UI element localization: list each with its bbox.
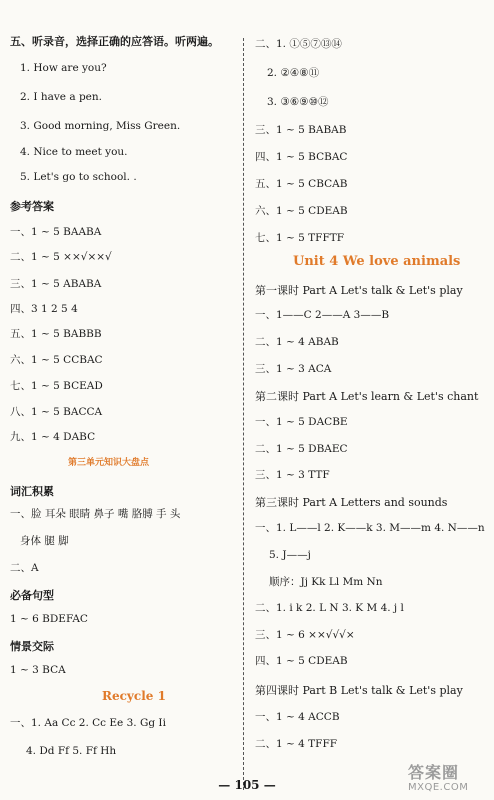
left-line-24: 1 ~ 3 BCA (10, 664, 66, 676)
right-line-4: 四、1 ~ 5 BCBAC (255, 151, 348, 163)
left-line-6: 参考答案 (10, 200, 54, 213)
right-line-25: 一、1 ~ 4 ACCB (255, 711, 340, 723)
right-line-19: 5. J——j (269, 549, 311, 561)
right-line-24: 第四课时 Part B Let's talk & Let's play (255, 684, 463, 697)
right-line-15: 二、1 ~ 5 DBAEC (255, 443, 348, 455)
right-line-26: 二、1 ~ 4 TFFF (255, 738, 338, 750)
left-line-2: 2. I have a pen. (20, 91, 102, 103)
left-line-22: 1 ~ 6 BDEFAC (10, 613, 88, 625)
right-line-5: 五、1 ~ 5 CBCAB (255, 178, 348, 190)
right-line-20: 顺序：Jj Kk Ll Mm Nn (269, 576, 383, 588)
right-line-17: 第三课时 Part A Letters and sounds (255, 496, 448, 509)
watermark-logo: 答案圈 (408, 763, 460, 782)
left-line-12: 六、1 ~ 5 CCBAC (10, 354, 103, 366)
page-number: — 105 — (218, 778, 276, 792)
right-line-16: 三、1 ~ 3 TTF (255, 469, 330, 481)
left-line-14: 八、1 ~ 5 BACCA (10, 406, 103, 418)
right-line-21: 二、1. i k 2. L N 3. K M 4. j l (255, 602, 404, 614)
left-line-21: 必备句型 (10, 589, 54, 602)
watermark-url: MXQE.COM (408, 782, 469, 793)
right-line-12: 三、1 ~ 3 ACA (255, 363, 332, 375)
left-line-8: 二、1 ~ 5 ××√××√ (10, 251, 112, 263)
left-line-18: 一、脸 耳朵 眼睛 鼻子 嘴 胳膊 手 头 (10, 508, 181, 520)
right-line-8: Unit 4 We love animals (293, 254, 461, 269)
right-line-18: 一、1. L——l 2. K——k 3. M——m 4. N——n (255, 522, 485, 534)
left-line-19: 身体 腿 脚 (20, 535, 69, 547)
right-line-1: 2. ②④⑧⑪ (267, 67, 320, 79)
left-line-26: 一、1. Aa Cc 2. Cc Ee 3. Gg Ii (10, 717, 166, 729)
left-line-3: 3. Good morning, Miss Green. (20, 120, 181, 132)
left-line-16: 第三单元知识大盘点 (68, 458, 150, 468)
left-line-1: 1. How are you? (20, 62, 107, 74)
right-line-9: 第一课时 Part A Let's talk & Let's play (255, 284, 463, 297)
right-line-23: 四、1 ~ 5 CDEAB (255, 655, 348, 667)
column-divider (243, 38, 244, 790)
right-line-11: 二、1 ~ 4 ABAB (255, 336, 339, 348)
right-line-3: 三、1 ~ 5 BABAB (255, 124, 347, 136)
left-line-27: 4. Dd Ff 5. Ff Hh (26, 745, 117, 757)
left-line-5: 5. Let's go to school. . (20, 171, 137, 183)
right-line-7: 七、1 ~ 5 TFFTF (255, 232, 345, 244)
left-line-20: 二、A (10, 562, 39, 574)
left-line-4: 4. Nice to meet you. (20, 146, 128, 158)
watermark (408, 764, 490, 798)
right-line-0: 二、1. ①⑤⑦⑬⑭ (255, 38, 342, 50)
left-line-25: Recycle 1 (102, 689, 166, 703)
right-line-22: 三、1 ~ 6 ××√√√× (255, 629, 355, 641)
right-line-14: 一、1 ~ 5 DACBE (255, 416, 348, 428)
right-line-10: 一、1——C 2——A 3——B (255, 309, 390, 321)
left-line-0: 五、听录音，选择正确的应答语。听两遍。 (10, 35, 219, 48)
right-line-13: 第二课时 Part A Let's learn & Let's chant (255, 390, 479, 403)
left-line-11: 五、1 ~ 5 BABBB (10, 328, 102, 340)
right-line-6: 六、1 ~ 5 CDEAB (255, 205, 348, 217)
left-line-10: 四、3 1 2 5 4 (10, 303, 78, 315)
left-line-17: 词汇积累 (10, 485, 54, 498)
right-line-2: 3. ③⑥⑨⑩⑫ (267, 96, 329, 108)
left-line-13: 七、1 ~ 5 BCEAD (10, 380, 103, 392)
left-line-15: 九、1 ~ 4 DABC (10, 431, 96, 443)
left-line-7: 一、1 ~ 5 BAABA (10, 226, 102, 238)
left-line-23: 情景交际 (10, 640, 54, 653)
left-line-9: 三、1 ~ 5 ABABA (10, 278, 102, 290)
